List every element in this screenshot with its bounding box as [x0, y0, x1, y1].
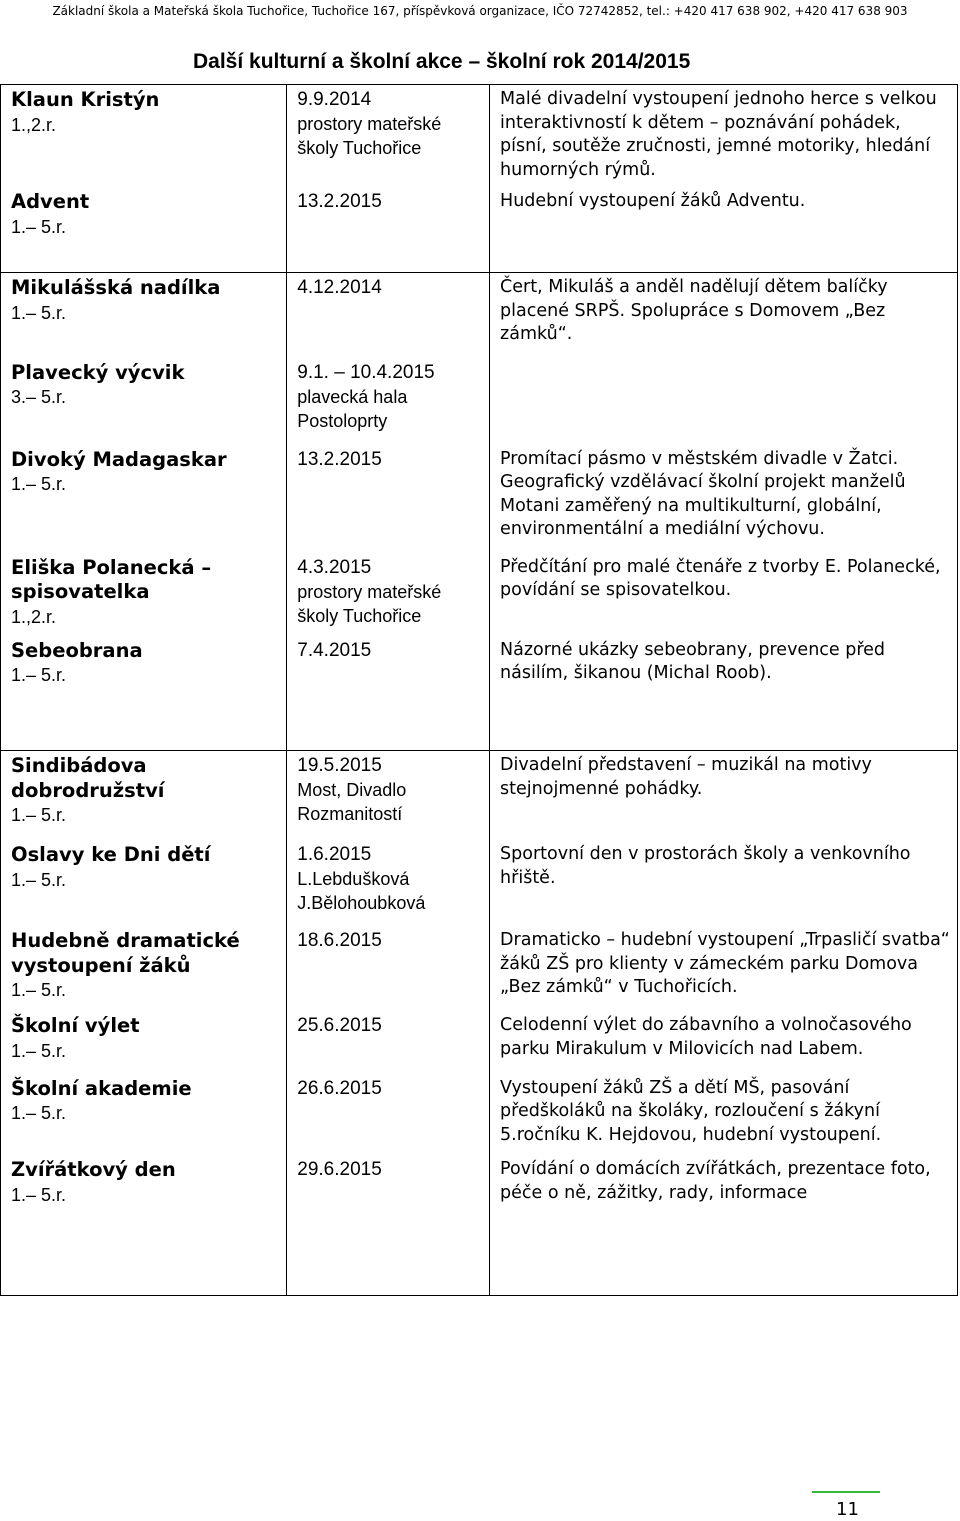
event-name-cell — [1, 85, 287, 273]
event-date-cell — [287, 85, 490, 273]
event-block — [11, 915, 280, 1002]
event-description: Povídání o domácích zvířátkách, prezentace foto, péče o ně, zážitky, rady, informace — [500, 1159, 931, 1203]
event-description: Názorné ukázky sebeobrany, prevence před násilím, šikanou (Michal Roob). — [500, 639, 886, 683]
event-description: Celodenní výlet do zábavního a volnočasového parku Mirakulum v Milovicích nad Labem. — [500, 1015, 912, 1059]
page-number: 11 — [836, 1499, 859, 1520]
event-place: plavecká hala Postoloprty — [297, 386, 408, 431]
event-place: prostory mateřské školy Tuchořice — [297, 114, 442, 158]
event-name: Hudebně dramatické vystoupení žáků — [11, 929, 240, 977]
event-block — [297, 1063, 483, 1148]
event-grade: 3.– 5.r. — [11, 387, 67, 407]
event-block — [297, 827, 483, 915]
event-name: Klaun Kristýn — [11, 88, 160, 111]
event-date: 25.6.2015 — [297, 1015, 382, 1036]
event-block — [297, 276, 483, 347]
event-block — [11, 827, 280, 915]
event-description: Čert, Mikuláš a anděl nadělují dětem balíčky placené SRPŠ. Spolupráce s Domovem „Bez zámků“. — [500, 277, 888, 344]
event-date: 4.12.2014 — [297, 277, 382, 298]
event-date: 1.6.2015 — [297, 844, 372, 865]
section-row — [1, 85, 958, 273]
event-description: Předčítání pro malé čtenáře z tvorby E. Polanecké, povídání se spisovatelkou. — [500, 556, 941, 600]
event-name: Oslavy ke Dni dětí — [11, 843, 211, 866]
event-block — [297, 433, 483, 542]
event-block — [500, 88, 951, 182]
event-block — [500, 629, 951, 688]
event-grade: 1.– 5.r. — [11, 1040, 67, 1061]
event-date: 26.6.2015 — [297, 1077, 382, 1099]
event-grade: 1.,2.r. — [11, 114, 57, 135]
event-block — [11, 754, 280, 827]
event-description: Malé divadelní vystoupení jednoho herce s velkou interaktivností k dětem – poznávání pohádek, písní, soutěže zručnosti, jemné motoriky, hledání humorných rýmů. — [500, 89, 937, 180]
section-row — [1, 273, 958, 751]
event-name: Eliška Polanecká – spisovatelka — [11, 555, 212, 603]
event-block — [297, 542, 483, 629]
event-grade: 1.– 5.r. — [11, 665, 67, 685]
event-date: 19.5.2015 — [297, 755, 382, 776]
event-block — [11, 629, 280, 688]
event-block — [500, 827, 951, 915]
event-date-cell — [287, 751, 490, 1296]
event-grade: 1.– 5.r. — [11, 474, 67, 494]
event-block — [11, 1063, 280, 1148]
event-date-cell — [287, 273, 490, 751]
event-block — [11, 276, 280, 347]
event-block — [297, 347, 483, 433]
event-date: 29.6.2015 — [297, 1159, 382, 1180]
event-place: prostory mateřské školy Tuchořice — [297, 581, 442, 626]
event-grade: 1.– 5.r. — [11, 302, 67, 323]
event-block — [500, 1002, 951, 1063]
event-description: Hudební vystoupení žáků Adventu. — [500, 191, 806, 211]
event-description-cell — [490, 273, 958, 751]
event-grade: 1.– 5.r. — [11, 980, 67, 1000]
event-block — [500, 276, 951, 347]
event-name-cell — [1, 273, 287, 751]
event-block — [11, 542, 280, 629]
event-description: Divadelní představení – muzikál na motivy stejnojmenné pohádky. — [500, 755, 872, 799]
event-description: Sportovní den v prostorách školy a venkovního hřiště. — [500, 844, 911, 888]
event-description: Dramaticko – hudební vystoupení „Trpasličí svatba“ žáků ZŠ pro klienty v zámeckém parku Domova „Bez zámků“ v Tuchořicích. — [500, 930, 950, 997]
event-block — [11, 1002, 280, 1063]
event-date: 18.6.2015 — [297, 930, 382, 951]
document-title: Další kulturní a školní akce – školní rok 2014/2015 — [193, 50, 691, 73]
event-block — [500, 542, 951, 629]
event-place: Most, Divadlo Rozmanitostí — [297, 780, 407, 824]
event-name: Mikulášská nadílka — [11, 276, 221, 299]
event-grade: 1.– 5.r. — [11, 1103, 67, 1123]
event-place: L.Lebdušková J.Bělohoubková — [297, 869, 426, 913]
event-block — [500, 1063, 951, 1148]
event-block — [500, 1147, 951, 1207]
event-name-cell — [1, 751, 287, 1296]
event-date: 9.9.2014 — [297, 89, 372, 110]
document-header: Základní škola a Mateřská škola Tuchořice, Tuchořice 167, příspěvková organizace, IČO 72742852, tel.: +420 417 638 902, +420 417 638 903 — [52, 4, 908, 18]
event-grade: 1.– 5.r. — [11, 1184, 67, 1205]
event-block — [297, 754, 483, 827]
event-name: Školní akademie — [11, 1076, 192, 1100]
event-grade: 1.– 5.r. — [11, 805, 67, 825]
event-name: Divoký Madagaskar — [11, 447, 227, 471]
event-block — [500, 915, 951, 1002]
event-block — [11, 347, 280, 433]
event-block — [11, 433, 280, 542]
event-name: Sindibádova dobrodružství — [11, 754, 165, 802]
event-name: Školní výlet — [11, 1014, 140, 1037]
section-row — [1, 751, 958, 1296]
event-description-cell — [490, 751, 958, 1296]
event-name: Zvířátkový den — [11, 1158, 176, 1181]
event-block — [297, 1002, 483, 1063]
event-block — [500, 433, 951, 542]
event-date: 4.3.2015 — [297, 556, 372, 578]
event-block — [500, 182, 951, 239]
page-number-rule — [812, 1491, 880, 1493]
event-date: 7.4.2015 — [297, 639, 372, 661]
event-date: 13.2.2015 — [297, 191, 382, 212]
event-name: Sebeobrana — [11, 638, 143, 662]
event-block — [11, 182, 280, 239]
event-date: 9.1. – 10.4.2015 — [297, 361, 435, 383]
event-name: Plavecký výcvik — [11, 360, 185, 384]
event-date: 13.2.2015 — [297, 448, 382, 470]
event-block — [11, 1147, 280, 1207]
event-description: Promítací pásmo v městském divadle v Žatci. Geografický vzdělávací školní projekt manželů Motani zaměřený na multikulturní, globální, environmentální a mediální výchovu. — [500, 448, 906, 539]
event-grade: 1.,2.r. — [11, 606, 57, 627]
event-block — [297, 915, 483, 1002]
event-grade: 1.– 5.r. — [11, 869, 67, 890]
event-description-cell — [490, 85, 958, 273]
event-block — [297, 88, 483, 182]
event-name: Advent — [11, 190, 90, 213]
events-table — [0, 84, 958, 1296]
event-grade: 1.– 5.r. — [11, 216, 67, 237]
event-block — [297, 629, 483, 688]
event-block — [500, 754, 951, 827]
event-block — [297, 1147, 483, 1207]
event-block — [11, 88, 280, 182]
event-block — [500, 347, 951, 433]
event-description: Vystoupení žáků ZŠ a dětí MŠ, pasování předškoláků na školáky, rozloučení s žákyní 5.ročníku K. Hejdovou, hudební vystoupení. — [500, 1077, 882, 1145]
event-block — [297, 182, 483, 239]
